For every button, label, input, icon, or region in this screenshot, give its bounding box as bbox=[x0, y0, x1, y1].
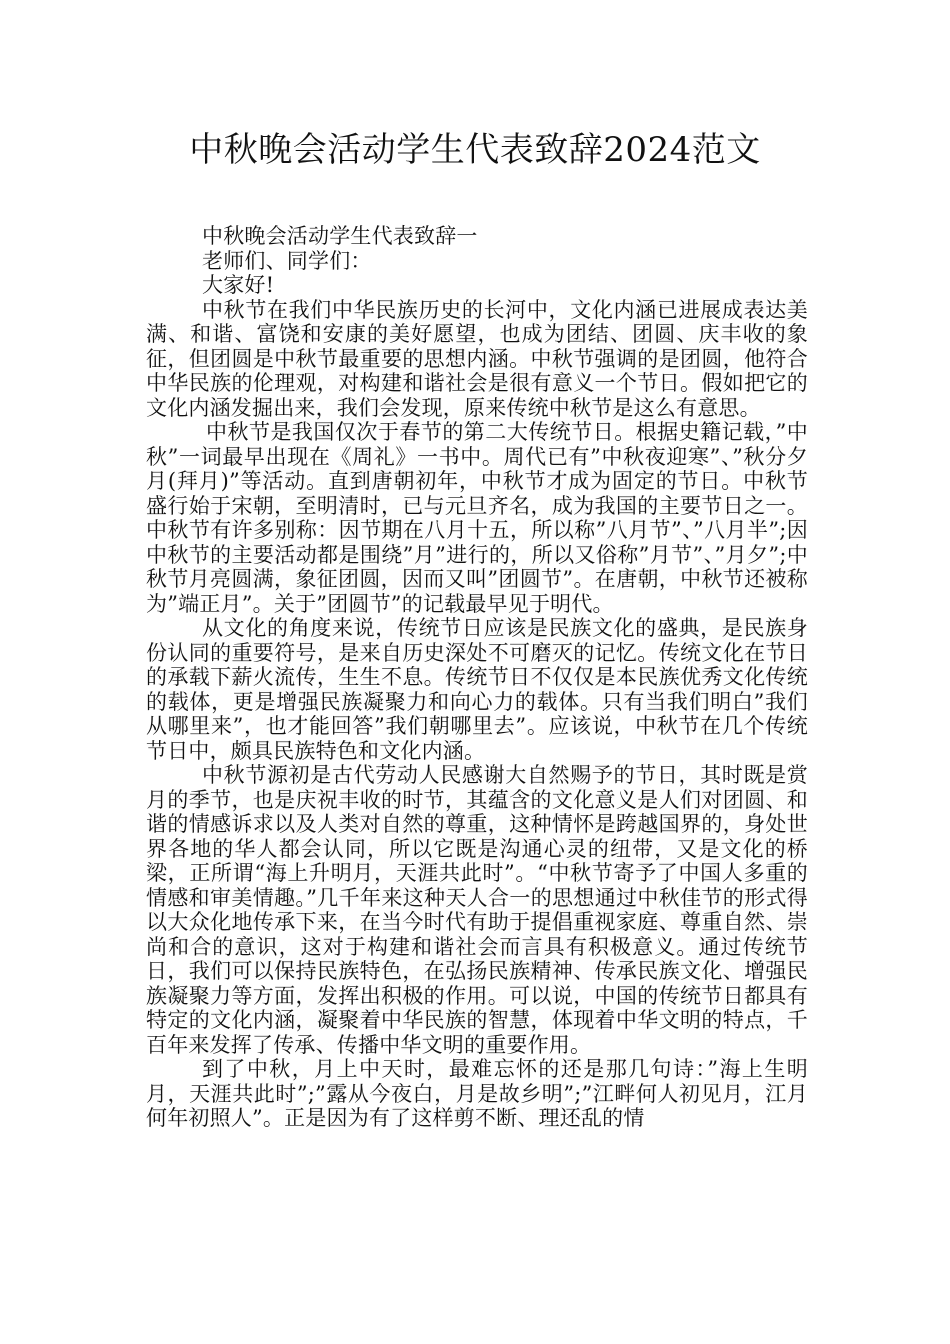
paragraph: 到了中秋，月上中天时，最难忘怀的还是那几句诗：”海上生明月，天涯共此时”;”露从今夜白，月是故乡明”;”江畔何人初见月，江月何年初照人”。正是因为有了这样剪不断、理还乱的情 bbox=[146, 1057, 808, 1130]
paragraph: 中秋节是我国仅次于春节的第二大传统节日。根据史籍记载，”中秋”一词最早出现在《周礼》一书中。周代已有”中秋夜迎寒”、”秋分夕月(拜月)”等活动。直到唐朝初年，中秋节才成为固定的节日。中秋节盛行始于宋朝，至明清时，已与元旦齐名，成为我国的主要节日之一。中秋节有许多别称：因节期在八月十五，所以称”八月节”、”八月半”;因中秋节的主要活动都是围绕”月”进行的，所以又俗称”月节”、”月夕”;中秋节月亮圆满，象征团圆，因而又叫”团圆节”。在唐朝，中秋节还被称为”端正月”。关于”团圆节”的记载最早见于明代。 bbox=[146, 420, 808, 616]
document-title: 中秋晚会活动学生代表致辞2024范文 bbox=[189, 130, 761, 170]
document-body bbox=[146, 224, 808, 1131]
paragraph: 从文化的角度来说，传统节日应该是民族文化的盛典，是民族身份认同的重要符号，是来自历史深处不可磨灭的记忆。传统文化在节日的承载下薪火流传，生生不息。传统节日不仅仅是本民族优秀文化传统的载体，更是增强民族凝聚力和向心力的载体。只有当我们明白”我们从哪里来”，也才能回答”我们朝哪里去”。应该说，中秋节在几个传统节日中，颇具民族特色和文化内涵。 bbox=[146, 616, 808, 763]
subheading: 中秋晚会活动学生代表致辞一 bbox=[202, 224, 478, 248]
paragraph: 中秋节源初是古代劳动人民感谢大自然赐予的节日，其时既是赏月的季节，也是庆祝丰收的时节，其蕴含的文化意义是人们对团圆、和谐的情感诉求以及人类对自然的尊重，这种情怀是跨越国界的，身处世界各地的华人都会认同，所以它既是沟通心灵的纽带，又是文化的桥梁，正所谓“海上升明月，天涯共此时”。“中秋节寄予了中国人多重的情感和审美情趣。”几千年来这种天人合一的思想通过中秋佳节的形式得以大众化地传承下来，在当今时代有助于提倡重视家庭、尊重自然、崇尚和合的意识，这对于构建和谐社会而言具有积极意义。通过传统节日，我们可以保持民族特色，在弘扬民族精神、传承民族文化、增强民族凝聚力等方面，发挥出积极的作用。可以说，中国的传统节日都具有特定的文化内涵，凝聚着中华民族的智慧，体现着中华文明的特点，千百年来发挥了传承、传播中华文明的重要作用。 bbox=[146, 763, 808, 1057]
salutation: 老师们、同学们： bbox=[202, 248, 372, 273]
paragraph: 中秋节在我们中华民族历史的长河中，文化内涵已进展成表达美满、和谐、富饶和安康的美好愿望，也成为团结、团圆、庆丰收的象征，但团圆是中秋节最重要的思想内涵。中秋节强调的是团圆，他符合中华民族的伦理观，对构建和谐社会是很有意义一个节日。假如把它的文化内涵发掘出来，我们会发现，原来传统中秋节是这么有意思。 bbox=[146, 297, 808, 420]
greeting: 大家好! bbox=[202, 273, 275, 297]
